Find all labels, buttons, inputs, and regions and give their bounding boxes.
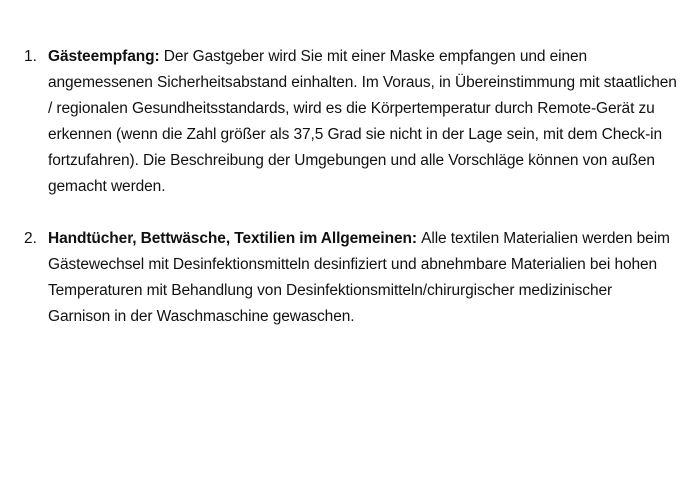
- list-item-text: Der Gastgeber wird Sie mit einer Maske empfangen und einen angemessenen Sicherheitsabstand einhalten. Im Voraus, in Übereinstimmung mit staatlichen / regionalen Gesundheitsstandards, wird es die Körpertemperatur durch Remote-Gerät zu erkennen (wenn die Zahl größer als 37,5 Grad sie nicht in der Lage sein, mit dem Check-in fortzufahren). Die Beschreibung der Umgebungen und alle Vorschläge können von außen gemacht werden.: [48, 48, 677, 195]
- list-item-number: 2.: [24, 230, 37, 247]
- list-item-guest-reception: [24, 44, 678, 200]
- list-item-heading: Handtücher, Bettwäsche, Textilien im Allgemeinen:: [48, 230, 422, 247]
- list-item-body: [48, 226, 678, 330]
- list-item-text: Alle textilen Materialien werden beim Gästewechsel mit Desinfektionsmitteln desinfiziert und abnehmbare Materialien bei hohen Temperaturen mit Behandlung von Desinfektionsmitteln/chirurgischer medizinischer Garnison in der Waschmaschine gewaschen.: [48, 230, 670, 325]
- list-item-textiles: [24, 226, 678, 330]
- list-item-heading: Gästeempfang:: [48, 48, 164, 65]
- numbered-list: [24, 44, 678, 330]
- list-item-body: [48, 44, 678, 200]
- list-item-number: 1.: [24, 48, 37, 65]
